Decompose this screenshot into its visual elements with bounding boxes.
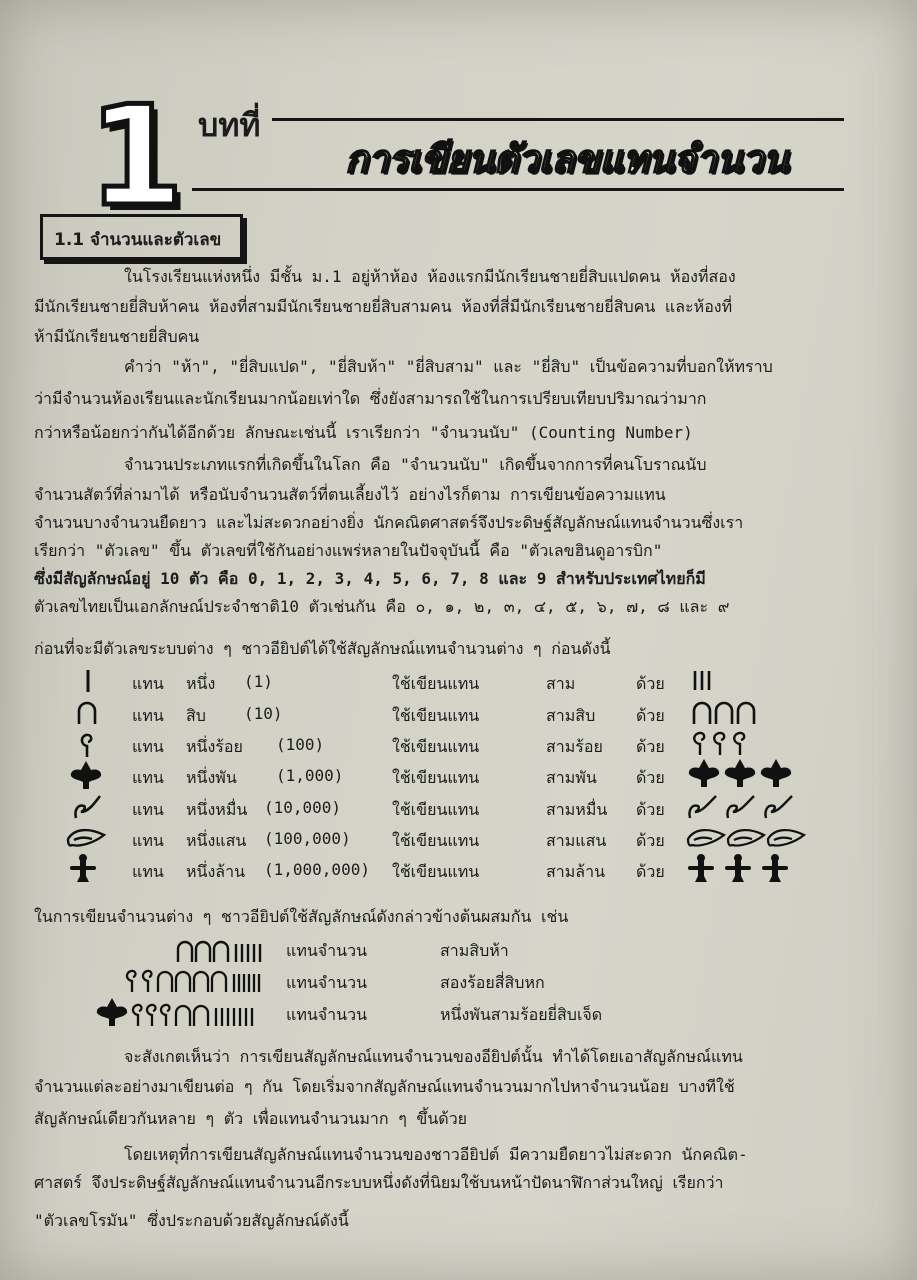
numeral-value: (1,000) [276, 766, 344, 785]
instead-label: แทน [132, 737, 164, 756]
coil-rope-icon [78, 731, 96, 759]
paragraph-1-line-2: มีนักเรียนชายยี่สิบห้าคน ห้องที่สามมีนักเรียนชายยี่สิบสามคน ห้องที่สี่มีนักเรียนชายยี่สิบคน และห้องที่ [34, 297, 733, 316]
with-label: ด้วย [636, 831, 665, 850]
section-heading: 1.1 จำนวนและตัวเลข [54, 230, 222, 250]
stroke-icon [692, 670, 716, 692]
tadpole-icon [686, 825, 806, 849]
paragraph-4-line-3: สัญลักษณ์เดียวกันหลาย ๆ ตัว เพื่อแทนจำนวนมาก ๆ ขึ้นด้วย [34, 1109, 468, 1128]
example-words: หนึ่งพันสามร้อยยี่สิบเจ็ด [440, 1005, 603, 1024]
three-label: สามสิบ [546, 706, 596, 725]
egypt-intro: ก่อนที่จะมีตัวเลขระบบต่าง ๆ ชาวอียิปต์ได้ใช้สัญลักษณ์แทนจำนวนต่าง ๆ ก่อนดังนี้ [34, 639, 611, 658]
example-words: สองร้อยสี่สิบหก [440, 973, 545, 992]
use-label: ใช้เขียนแทน [392, 737, 480, 756]
three-label: สามหมื่น [546, 800, 608, 819]
paragraph-3-line-4: เรียกว่า "ตัวเลข" ขึ้น ตัวเลขที่ใช้กันอย่างแพร่หลายในปัจจุบันนี้ คือ "ตัวเลขฮินดูอารบิก" [34, 541, 663, 560]
paragraph-2-line-2: ว่ามีจำนวนห้องเรียนและนักเรียนมากน้อยเท่าใด ซึ่งยังสามารถใช้ในการเปรียบเทียบปริมาณว่ามาก [34, 389, 707, 408]
numeral-value: (1) [244, 672, 273, 691]
coil-rope-icon [690, 729, 752, 757]
lotus-icon [686, 758, 794, 790]
paragraph-3-line-1: จำนวนประเภทแรกที่เกิดขึ้นในโลก คือ "จำนวนนับ" เกิดขึ้นจากการที่คนโบราณนับ [124, 455, 707, 474]
example-instead-label: แทนจำนวน [286, 941, 368, 960]
paragraph-2-line-3: กว่าหรือน้อยกว่ากันได้อีกด้วย ลักษณะเช่นนี้ เราเรียกว่า "จำนวนนับ" (Counting Number) [34, 423, 693, 442]
numeral-name: หนึ่งแสน [186, 831, 247, 850]
example-35-glyphs [176, 938, 272, 964]
lotus-icon [68, 760, 104, 790]
three-label: สาม [546, 674, 576, 693]
instead-label: แทน [132, 831, 164, 850]
example-1327-glyphs [96, 996, 270, 1028]
instead-label: แทน [132, 768, 164, 787]
instead-label: แทน [132, 674, 164, 693]
numeral-value: (1,000,000) [264, 860, 370, 879]
paragraph-3-line-2: จำนวนสัตว์ที่ล่ามาได้ หรือนับจำนวนสัตว์ที่ตนเลี้ยงไว้ อย่างไรก็ตาม การเขียนข้อความแทน [34, 485, 666, 504]
paragraph-5-line-2: ศาสตร์ จึงประดิษฐ์สัญลักษณ์แทนจำนวนอีกระบบหนึ่งดังที่นิยมใช้บนหน้าปัดนาฬิกาส่วนใหญ่ เรียกว่า [34, 1173, 724, 1192]
numeral-value: (100) [276, 735, 325, 754]
with-label: ด้วย [636, 674, 665, 693]
paragraph-1-line-3: ห้ามีนักเรียนชายยี่สิบคน [34, 327, 200, 346]
numeral-name: หนึ่งร้อย [186, 737, 243, 756]
header-rule-top [272, 118, 844, 121]
use-label: ใช้เขียนแทน [392, 862, 480, 881]
use-label: ใช้เขียนแทน [392, 674, 480, 693]
three-label: สามร้อย [546, 737, 603, 756]
instead-label: แทน [132, 862, 164, 881]
paragraph-3-line-3: จำนวนบางจำนวนยืดยาว และไม่สะดวกอย่างยิ่ง นักคณิตศาสตร์จึงประดิษฐ์สัญลักษณ์แทนจำนวนซึ่งเรา [34, 513, 744, 532]
heel-bone-icon [692, 700, 758, 726]
paragraph-4-line-2: จำนวนแต่ละอย่างมาเขียนต่อ ๆ กัน โดยเริ่มจากสัญลักษณ์แทนจำนวนมากไปหาจำนวนน้อย บางทีใช้ [34, 1077, 735, 1096]
use-label: ใช้เขียนแทน [392, 800, 480, 819]
three-label: สามพัน [546, 768, 597, 787]
numeral-value: (100,000) [264, 829, 351, 848]
numeral-name: หนึ่ง [186, 674, 216, 693]
instead-label: แทน [132, 706, 164, 725]
use-label: ใช้เขียนแทน [392, 831, 480, 850]
with-label: ด้วย [636, 768, 665, 787]
example-instead-label: แทนจำนวน [286, 973, 368, 992]
example-246-glyphs [124, 966, 270, 994]
paragraph-3-line-5: ซึ่งมีสัญลักษณ์อยู่ 10 ตัว คือ 0, 1, 2, 3, 4, 5, 6, 7, 8 และ 9 สำหรับประเทศไทยก็มี [34, 569, 706, 588]
heel-bone-icon [76, 700, 98, 726]
with-label: ด้วย [636, 737, 665, 756]
numeral-value: (10) [244, 704, 283, 723]
with-label: ด้วย [636, 706, 665, 725]
header-rule-bottom [192, 188, 844, 191]
chapter-label: บทที่ [198, 106, 261, 144]
finger-icon [72, 794, 102, 820]
numeral-name: หนึ่งหมื่น [186, 800, 248, 819]
with-label: ด้วย [636, 862, 665, 881]
paragraph-2-line-1: คำว่า "ห้า", "ยี่สิบแปด", "ยี่สิบห้า" "ยี่สิบสาม" และ "ยี่สิบ" เป็นข้อความที่บอกให้ทราบ [124, 357, 773, 376]
paragraph-4-line-1: จะสังเกตเห็นว่า การเขียนสัญลักษณ์แทนจำนวนของอียิปต์นั้น ทำได้โดยเอาสัญลักษณ์แทน [124, 1047, 743, 1066]
stroke-icon [82, 668, 96, 694]
chapter-number: 1 [88, 76, 185, 237]
kneeling-man-icon [68, 854, 98, 884]
example-words: สามสิบห้า [440, 941, 509, 960]
paragraph-5-line-3: "ตัวเลขโรมัน" ซึ่งประกอบด้วยสัญลักษณ์ดังนี้ [34, 1211, 349, 1230]
instead-label: แทน [132, 800, 164, 819]
three-label: สามล้าน [546, 862, 606, 881]
paragraph-5-line-1: โดยเหตุที่การเขียนสัญลักษณ์แทนจำนวนของชาวอียิปต์ มีความยืดยาวไม่สะดวก นักคณิต- [124, 1145, 748, 1164]
tadpole-icon [66, 825, 106, 849]
numeral-name: หนึ่งพัน [186, 768, 237, 787]
use-label: ใช้เขียนแทน [392, 706, 480, 725]
finger-icon [686, 792, 800, 820]
paragraph-1-line-1: ในโรงเรียนแห่งหนึ่ง มีชั้น ม.1 อยู่ห้าห้อง ห้องแรกมีนักเรียนชายยี่สิบแปดคน ห้องที่สอง [124, 267, 736, 286]
with-label: ด้วย [636, 800, 665, 819]
numeral-name: สิบ [186, 706, 206, 725]
chapter-title: การเขียนตัวเลขแทนจำนวน [345, 137, 789, 181]
use-label: ใช้เขียนแทน [392, 768, 480, 787]
three-label: สามแสน [546, 831, 607, 850]
kneeling-man-icon [686, 854, 792, 884]
paragraph-3-line-6: ตัวเลขไทยเป็นเอกลักษณ์ประจำชาติ10 ตัวเช่นกัน คือ ๐, ๑, ๒, ๓, ๔, ๕, ๖, ๗, ๘ และ ๙ [34, 597, 730, 616]
example-instead-label: แทนจำนวน [286, 1005, 368, 1024]
combine-intro: ในการเขียนจำนวนต่าง ๆ ชาวอียิปต์ใช้สัญลักษณ์ดังกล่าวข้างต้นผสมกัน เช่น [34, 907, 569, 926]
numeral-name: หนึ่งล้าน [186, 862, 246, 881]
numeral-value: (10,000) [264, 798, 342, 817]
